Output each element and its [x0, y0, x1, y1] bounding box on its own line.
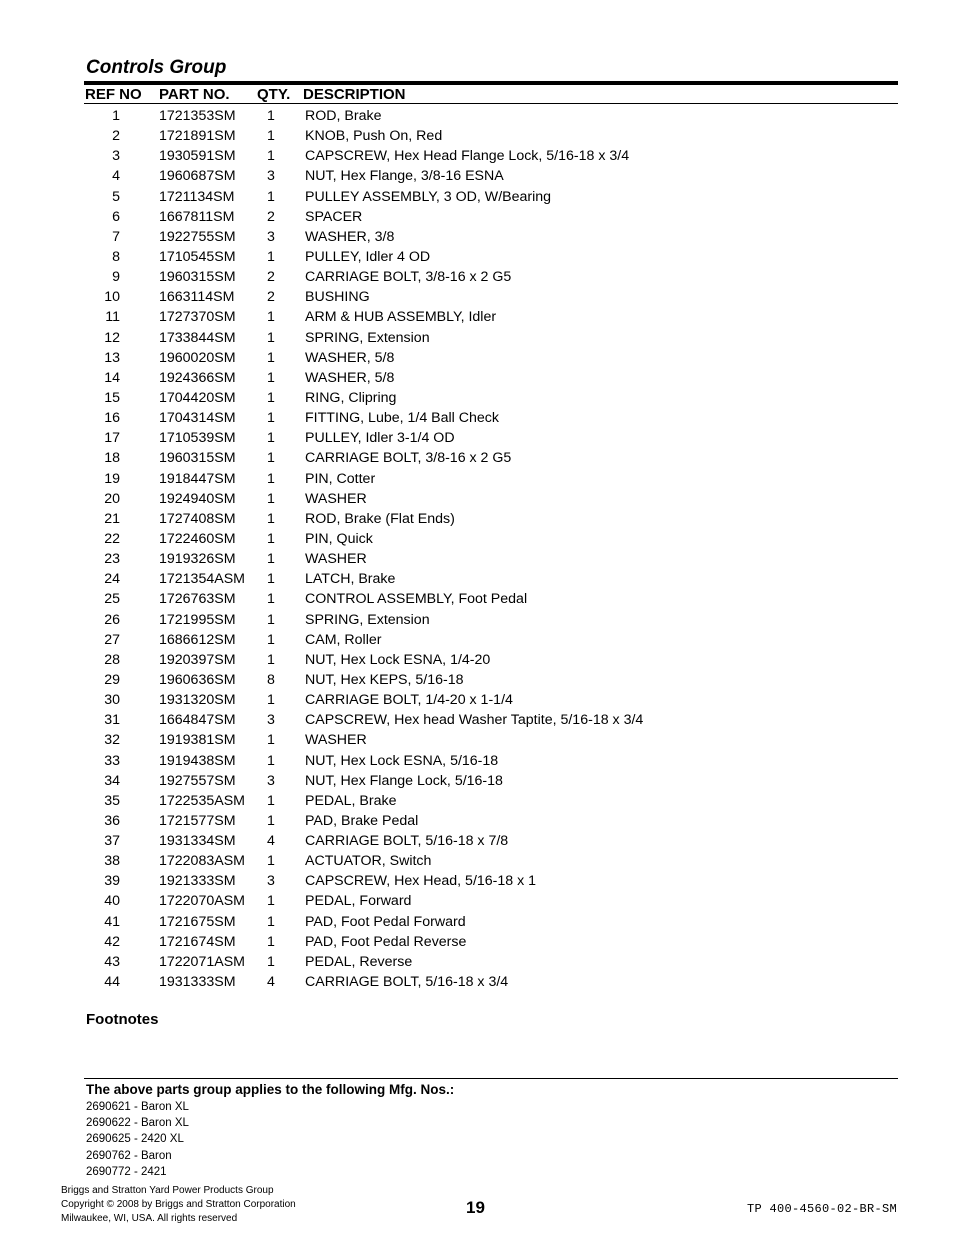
part-no: 1721995SM	[159, 611, 236, 628]
table-row	[0, 610, 954, 630]
table-row	[0, 952, 954, 972]
qty: 1	[267, 248, 275, 265]
ref-no: 19	[104, 470, 120, 487]
footer-company: Briggs and Stratton Yard Power Products Group	[61, 1185, 274, 1196]
qty: 3	[267, 712, 275, 729]
part-no: 1722460SM	[159, 530, 236, 547]
list-item: 2690772 - 2421	[86, 1165, 167, 1178]
description: PAD, Foot Pedal Reverse	[305, 933, 467, 950]
qty: 1	[267, 551, 275, 568]
ref-no: 22	[104, 530, 120, 547]
qty: 1	[267, 792, 275, 809]
part-no: 1721134SM	[159, 188, 235, 205]
part-no: 1721577SM	[159, 812, 236, 829]
table-row	[0, 207, 954, 227]
description: NUT, Hex Flange, 3/8-16 ESNA	[305, 168, 504, 185]
ref-no: 27	[104, 631, 120, 648]
part-no: 1686612SM	[159, 631, 236, 648]
description: CONTROL ASSEMBLY, Foot Pedal	[305, 591, 528, 608]
part-no: 1721353SM	[159, 108, 236, 124]
table-row	[0, 166, 954, 186]
footnotes-heading: Footnotes	[86, 1011, 159, 1028]
ref-no: 18	[104, 450, 120, 467]
page-title: Controls Group	[86, 57, 227, 78]
description: BUSHING	[305, 289, 370, 306]
part-no: 1921333SM	[159, 873, 236, 890]
description: PULLEY, Idler 4 OD	[305, 248, 431, 265]
description: WASHER, 5/8	[305, 369, 395, 386]
qty: 2	[267, 289, 275, 306]
table-row	[0, 650, 954, 670]
part-no: 1721891SM	[159, 128, 236, 145]
description: PIN, Quick	[305, 530, 373, 547]
part-no: 1960636SM	[159, 671, 236, 688]
qty: 1	[267, 128, 275, 145]
ref-no: 2	[112, 128, 120, 145]
table-row	[0, 690, 954, 710]
list-item: 2690625 - 2420 XL	[86, 1133, 184, 1146]
qty: 4	[267, 833, 275, 850]
ref-no: 31	[104, 712, 120, 729]
table-row	[0, 106, 954, 126]
description: ACTUATOR, Switch	[305, 853, 432, 870]
description: PULLEY, Idler 3-1/4 OD	[305, 430, 455, 447]
description: WASHER	[305, 732, 367, 749]
ref-no: 39	[104, 873, 120, 890]
part-no: 1930591SM	[159, 148, 236, 165]
table-row	[0, 388, 954, 408]
description: ARM & HUB ASSEMBLY, Idler	[305, 309, 497, 326]
ref-no: 41	[104, 913, 120, 930]
description: CAPSCREW, Hex Head, 5/16-18 x 1	[305, 873, 537, 890]
part-no: 1931334SM	[159, 833, 236, 850]
part-no: 1704420SM	[159, 389, 236, 406]
part-no: 1722071ASM	[159, 953, 245, 970]
ref-no: 1	[112, 108, 120, 124]
part-no: 1931320SM	[159, 692, 236, 709]
qty: 1	[267, 108, 275, 124]
qty: 1	[267, 490, 275, 507]
ref-no: 9	[112, 269, 120, 286]
table-row	[0, 811, 954, 831]
description: PEDAL, Forward	[305, 893, 412, 910]
qty: 2	[267, 269, 275, 286]
part-no: 1710545SM	[159, 248, 236, 265]
qty: 1	[267, 148, 275, 165]
description: NUT, Hex KEPS, 5/16-18	[305, 671, 464, 688]
ref-no: 34	[104, 772, 120, 789]
table-row	[0, 509, 954, 529]
table-row	[0, 287, 954, 307]
part-no: 1721675SM	[159, 913, 236, 930]
table-row	[0, 408, 954, 428]
qty: 1	[267, 309, 275, 326]
qty: 1	[267, 692, 275, 709]
table-row	[0, 549, 954, 569]
table-row	[0, 348, 954, 368]
ref-no: 6	[112, 208, 120, 225]
qty: 1	[267, 752, 275, 769]
description: PAD, Brake Pedal	[305, 812, 419, 829]
table-row	[0, 448, 954, 468]
ref-no: 30	[104, 692, 120, 709]
page-number: 19	[466, 1198, 485, 1217]
part-no: 1710539SM	[159, 430, 236, 447]
ref-no: 42	[104, 933, 120, 950]
list-item: 2690762 - Baron	[86, 1149, 172, 1162]
header-description: DESCRIPTION	[303, 86, 406, 103]
header-qty: QTY.	[257, 86, 291, 103]
ref-no: 20	[104, 490, 120, 507]
table-row	[0, 126, 954, 146]
part-no: 1722535ASM	[159, 792, 245, 809]
ref-no: 5	[112, 188, 120, 205]
ref-no: 29	[104, 671, 120, 688]
ref-no: 43	[104, 953, 120, 970]
table-header	[84, 86, 898, 103]
ref-no: 15	[104, 389, 120, 406]
description: FITTING, Lube, 1/4 Ball Check	[305, 410, 499, 427]
part-no: 1960020SM	[159, 349, 236, 366]
ref-no: 40	[104, 893, 120, 910]
qty: 1	[267, 389, 275, 406]
table-row	[0, 569, 954, 589]
table-row	[0, 670, 954, 690]
description: WASHER	[305, 551, 367, 568]
mfg-number-list	[86, 1099, 189, 1180]
part-no: 1919438SM	[159, 752, 236, 769]
ref-no: 10	[104, 289, 120, 306]
qty: 3	[267, 873, 275, 890]
table-row	[0, 328, 954, 348]
table-row	[0, 489, 954, 509]
qty: 1	[267, 631, 275, 648]
ref-no: 14	[104, 369, 120, 386]
description: CARRIAGE BOLT, 5/16-18 x 7/8	[305, 833, 509, 850]
header-ref-no: REF NO	[85, 86, 142, 103]
ref-no: 35	[104, 792, 120, 809]
table-row	[0, 972, 954, 992]
ref-no: 37	[104, 833, 120, 850]
table-row	[0, 589, 954, 609]
document-code: TP 400-4560-02-BR-SM	[746, 1202, 897, 1216]
description: PIN, Cotter	[305, 470, 376, 487]
part-no: 1721674SM	[159, 933, 236, 950]
part-no: 1920397SM	[159, 651, 236, 668]
qty: 1	[267, 188, 275, 205]
table-row	[0, 368, 954, 388]
applies-divider	[84, 1078, 898, 1079]
part-no: 1721354ASM	[159, 571, 245, 588]
qty: 1	[267, 470, 275, 487]
qty: 1	[267, 591, 275, 608]
header-divider	[84, 103, 898, 104]
part-no: 1722083ASM	[159, 853, 245, 870]
qty: 8	[267, 671, 275, 688]
table-row	[0, 851, 954, 871]
ref-no: 24	[104, 571, 120, 588]
table-row	[0, 187, 954, 207]
description: SPRING, Extension	[305, 611, 430, 628]
list-item: 2690621 - Baron XL	[86, 1101, 189, 1113]
ref-no: 38	[104, 853, 120, 870]
part-no: 1919381SM	[159, 732, 236, 749]
ref-no: 16	[104, 410, 120, 427]
applies-heading: The above parts group applies to the following Mfg. Nos.:	[86, 1082, 455, 1097]
description: NUT, Hex Lock ESNA, 1/4-20	[305, 651, 491, 668]
description: CARRIAGE BOLT, 3/8-16 x 2 G5	[305, 450, 512, 467]
part-no: 1922755SM	[159, 228, 236, 245]
qty: 1	[267, 812, 275, 829]
part-no: 1704314SM	[159, 410, 236, 427]
part-no: 1733844SM	[159, 329, 236, 346]
part-no: 1727370SM	[159, 309, 236, 326]
list-item: 2690622 - Baron XL	[86, 1117, 189, 1130]
part-no: 1726763SM	[159, 591, 236, 608]
ref-no: 12	[104, 329, 120, 346]
qty: 1	[267, 349, 275, 366]
part-no: 1927557SM	[159, 772, 236, 789]
ref-no: 25	[104, 591, 120, 608]
ref-no: 3	[112, 148, 120, 165]
ref-no: 8	[112, 248, 120, 265]
ref-no: 4	[112, 168, 120, 185]
ref-no: 7	[112, 228, 120, 245]
qty: 1	[267, 732, 275, 749]
part-no: 1919326SM	[159, 551, 236, 568]
table-row	[0, 791, 954, 811]
description: NUT, Hex Flange Lock, 5/16-18	[305, 772, 503, 789]
table-row	[0, 630, 954, 650]
description: WASHER	[305, 490, 367, 507]
part-no: 1664847SM	[159, 712, 236, 729]
table-row	[0, 871, 954, 891]
part-no: 1663114SM	[159, 289, 235, 306]
title-divider	[84, 81, 898, 85]
ref-no: 26	[104, 611, 120, 628]
description: RING, Clipring	[305, 389, 397, 406]
part-no: 1960315SM	[159, 269, 236, 286]
ref-no: 23	[104, 551, 120, 568]
description: PULLEY ASSEMBLY, 3 OD, W/Bearing	[305, 188, 552, 205]
description: SPACER	[305, 208, 363, 225]
table-row	[0, 146, 954, 166]
qty: 1	[267, 329, 275, 346]
table-row	[0, 267, 954, 287]
part-no: 1931333SM	[159, 974, 236, 991]
table-row	[0, 529, 954, 549]
table-row	[0, 751, 954, 771]
description: CAM, Roller	[305, 631, 382, 648]
table-row	[0, 771, 954, 791]
qty: 1	[267, 410, 275, 427]
part-no: 1924366SM	[159, 369, 236, 386]
description: WASHER, 3/8	[305, 228, 395, 245]
description: CAPSCREW, Hex head Washer Taptite, 5/16-18 x 3/4	[305, 712, 644, 729]
table-row	[0, 710, 954, 730]
footer-copyright-block	[61, 1184, 296, 1226]
parts-table	[0, 106, 954, 992]
qty: 1	[267, 953, 275, 970]
table-row	[0, 932, 954, 952]
ref-no: 21	[104, 510, 120, 527]
qty: 4	[267, 974, 275, 991]
description: SPRING, Extension	[305, 329, 430, 346]
qty: 3	[267, 228, 275, 245]
description: PAD, Foot Pedal Forward	[305, 913, 466, 930]
qty: 1	[267, 430, 275, 447]
description: WASHER, 5/8	[305, 349, 395, 366]
qty: 3	[267, 168, 275, 185]
qty: 3	[267, 772, 275, 789]
qty: 1	[267, 933, 275, 950]
part-no: 1918447SM	[159, 470, 236, 487]
description: CARRIAGE BOLT, 5/16-18 x 3/4	[305, 974, 509, 991]
table-row	[0, 428, 954, 448]
qty: 1	[267, 853, 275, 870]
qty: 1	[267, 369, 275, 386]
description: ROD, Brake (Flat Ends)	[305, 510, 455, 527]
table-row	[0, 831, 954, 851]
description: PEDAL, Brake	[305, 792, 397, 809]
description: PEDAL, Reverse	[305, 953, 413, 970]
table-row	[0, 227, 954, 247]
description: CAPSCREW, Hex Head Flange Lock, 5/16-18 x 3/4	[305, 148, 630, 165]
description: ROD, Brake	[305, 108, 382, 124]
description: LATCH, Brake	[305, 571, 396, 588]
part-no: 1924940SM	[159, 490, 236, 507]
qty: 1	[267, 651, 275, 668]
table-row	[0, 307, 954, 327]
header-part-no: PART NO.	[159, 86, 230, 103]
table-row	[0, 912, 954, 932]
part-no: 1727408SM	[159, 510, 236, 527]
qty: 1	[267, 893, 275, 910]
description: NUT, Hex Lock ESNA, 5/16-18	[305, 752, 499, 769]
qty: 1	[267, 571, 275, 588]
table-row	[0, 730, 954, 750]
ref-no: 33	[104, 752, 120, 769]
qty: 1	[267, 510, 275, 527]
part-no: 1667811SM	[159, 208, 235, 225]
qty: 1	[267, 611, 275, 628]
description: KNOB, Push On, Red	[305, 128, 443, 145]
qty: 1	[267, 450, 275, 467]
qty: 1	[267, 913, 275, 930]
ref-no: 36	[104, 812, 120, 829]
ref-no: 44	[104, 974, 120, 991]
ref-no: 32	[104, 732, 120, 749]
ref-no: 11	[105, 309, 120, 326]
ref-no: 17	[104, 430, 120, 447]
description: CARRIAGE BOLT, 1/4-20 x 1-1/4	[305, 692, 513, 709]
part-no: 1722070ASM	[159, 893, 245, 910]
footer-location: Milwaukee, WI, USA. All rights reserved	[61, 1213, 238, 1224]
part-no: 1960315SM	[159, 450, 236, 467]
ref-no: 13	[104, 349, 120, 366]
part-no: 1960687SM	[159, 168, 236, 185]
footer-copyright: Copyright © 2008 by Briggs and Stratton Corporation	[61, 1199, 296, 1210]
qty: 1	[267, 530, 275, 547]
qty: 2	[267, 208, 275, 225]
table-row	[0, 469, 954, 489]
description: CARRIAGE BOLT, 3/8-16 x 2 G5	[305, 269, 512, 286]
ref-no: 28	[104, 651, 120, 668]
table-row	[0, 247, 954, 267]
table-row	[0, 891, 954, 911]
